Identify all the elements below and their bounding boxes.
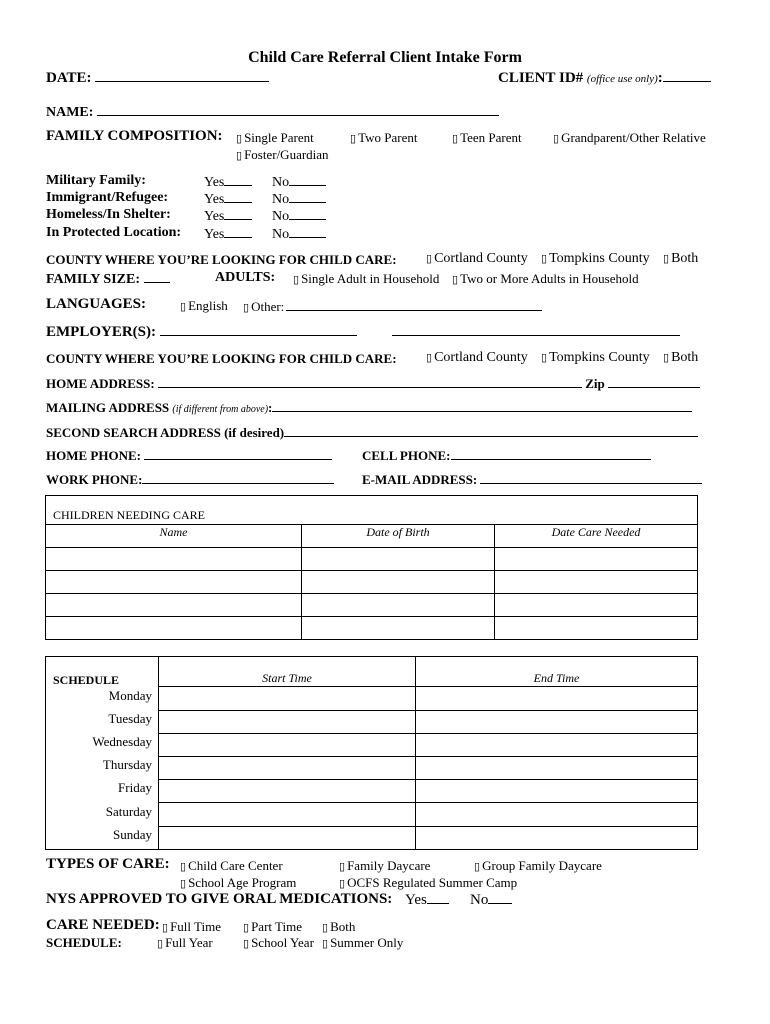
child-dob-cell[interactable]	[302, 594, 495, 617]
schedule-title: SCHEDULE	[53, 673, 120, 687]
county1-tompkins[interactable]: ▯ Tompkins County	[541, 251, 650, 267]
adults-label: ADULTS:	[215, 270, 276, 285]
day-thursday: Thursday	[102, 757, 152, 772]
header-name: Name	[46, 525, 302, 548]
end-time-cell[interactable]	[416, 780, 698, 803]
option-grandparent[interactable]: ▯ Grandparent/Other Relative	[553, 130, 706, 146]
child-date-cell[interactable]	[495, 548, 698, 571]
mailing-address-note: (if different from above)	[172, 404, 269, 415]
medications-no[interactable]: No	[470, 891, 512, 909]
homeless-yes[interactable]: Yes	[204, 207, 252, 225]
home-address-label: HOME ADDRESS:	[46, 376, 155, 391]
home-phone-field[interactable]	[144, 447, 332, 460]
start-time-cell[interactable]	[159, 733, 416, 756]
day-saturday: Saturday	[105, 804, 152, 819]
end-time-cell[interactable]	[416, 710, 698, 733]
care-full-time[interactable]: ▯ Full Time	[162, 919, 221, 935]
child-name-cell[interactable]	[46, 571, 302, 594]
end-time-cell[interactable]	[416, 687, 698, 710]
header-start-time: Start Time	[159, 657, 416, 687]
protected-yes[interactable]: Yes	[204, 225, 252, 243]
day-sunday: Sunday	[113, 827, 152, 842]
end-time-cell[interactable]	[416, 757, 698, 780]
header-dob: Date of Birth	[302, 525, 495, 548]
start-time-cell[interactable]	[159, 803, 416, 826]
care-family-daycare[interactable]: ▯ Family Daycare	[339, 858, 430, 874]
immigrant-no[interactable]: No	[272, 190, 326, 208]
family-composition-label: FAMILY COMPOSITION:	[46, 128, 223, 144]
county2-tompkins[interactable]: ▯ Tompkins County	[541, 350, 650, 366]
schedule-summer-only[interactable]: ▯ Summer Only	[322, 935, 403, 951]
page-title: Child Care Referral Client Intake Form	[248, 49, 522, 66]
child-name-cell[interactable]	[46, 617, 302, 640]
start-time-cell[interactable]	[159, 826, 416, 849]
language-other[interactable]: ▯ Other:	[243, 298, 542, 315]
header-end-time: End Time	[416, 657, 698, 687]
work-phone-field[interactable]	[142, 471, 334, 484]
home-address-field[interactable]	[158, 375, 582, 388]
protected-label: In Protected Location:	[46, 225, 182, 240]
zip-field[interactable]	[608, 375, 700, 388]
name-row	[46, 103, 499, 121]
name-field[interactable]	[97, 103, 499, 116]
care-both[interactable]: ▯ Both	[322, 919, 355, 935]
name-label: NAME:	[46, 105, 94, 120]
option-single-parent[interactable]: ▯ Single Parent	[236, 130, 314, 146]
medications-yes[interactable]: Yes	[405, 891, 449, 909]
military-yes[interactable]: Yes	[204, 173, 252, 191]
day-friday: Friday	[118, 780, 152, 795]
child-date-cell[interactable]	[495, 594, 698, 617]
homeless-no[interactable]: No	[272, 207, 326, 225]
child-dob-cell[interactable]	[302, 571, 495, 594]
mailing-address-row	[46, 399, 692, 416]
care-part-time[interactable]: ▯ Part Time	[243, 919, 302, 935]
client-id-label: CLIENT ID#	[498, 70, 584, 86]
homeless-label: Homeless/In Shelter:	[46, 207, 171, 222]
mailing-address-label: MAILING ADDRESS	[46, 400, 170, 415]
day-wednesday: Wednesday	[92, 734, 152, 749]
option-foster-guardian[interactable]: ▯ Foster/Guardian	[236, 147, 329, 163]
start-time-cell[interactable]	[159, 710, 416, 733]
child-name-cell[interactable]	[46, 594, 302, 617]
email-field[interactable]	[480, 471, 702, 484]
employer-label: EMPLOYER(S):	[46, 324, 156, 340]
date-label: DATE:	[46, 70, 92, 86]
client-id-field[interactable]	[663, 69, 711, 82]
care-needed-label: CARE NEEDED:	[46, 917, 160, 933]
adults-two-or-more[interactable]: ▯ Two or More Adults in Household	[452, 271, 639, 287]
child-date-cell[interactable]	[495, 571, 698, 594]
cell-phone-label: CELL PHONE:	[362, 448, 451, 463]
schedule-school-year[interactable]: ▯ School Year	[243, 935, 314, 951]
table-row	[46, 594, 698, 617]
family-size-field[interactable]	[144, 270, 170, 283]
start-time-cell[interactable]	[159, 687, 416, 710]
county2-cortland[interactable]: ▯ Cortland County	[426, 350, 528, 366]
client-id-colon: :	[657, 70, 663, 86]
immigrant-label: Immigrant/Refugee:	[46, 190, 169, 205]
home-phone-label: HOME PHONE:	[46, 448, 141, 463]
family-size-label: FAMILY SIZE:	[46, 272, 141, 287]
schedule-table	[45, 656, 698, 850]
second-search-row	[46, 424, 698, 441]
employer-row	[46, 323, 357, 341]
children-title: CHILDREN NEEDING CARE	[53, 508, 205, 522]
schedule-needed-label: SCHEDULE:	[46, 935, 122, 950]
client-id-note: (office use only)	[586, 73, 658, 85]
child-dob-cell[interactable]	[302, 617, 495, 640]
mailing-address-field[interactable]	[272, 399, 692, 412]
home-address-row	[46, 375, 700, 392]
care-group-family-daycare[interactable]: ▯ Group Family Daycare	[474, 858, 602, 874]
county2-both[interactable]: ▯ Both	[663, 350, 698, 366]
end-time-cell[interactable]	[416, 826, 698, 849]
family-size-row	[46, 270, 170, 288]
employer-field-1[interactable]	[160, 323, 357, 336]
child-name-cell[interactable]	[46, 548, 302, 571]
day-tuesday: Tuesday	[108, 711, 152, 726]
second-search-label: SECOND SEARCH ADDRESS (if desired)	[46, 425, 285, 440]
day-monday: Monday	[108, 688, 152, 703]
care-child-care-center[interactable]: ▯ Child Care Center	[180, 858, 283, 874]
language-english[interactable]: ▯ English	[180, 298, 228, 314]
end-time-cell[interactable]	[416, 733, 698, 756]
employer-field-2[interactable]	[392, 323, 680, 341]
work-phone-label: WORK PHONE:	[46, 472, 143, 487]
care-summer-camp[interactable]: ▯ OCFS Regulated Summer Camp	[339, 875, 517, 891]
end-time-cell[interactable]	[416, 803, 698, 826]
adults-single[interactable]: ▯ Single Adult in Household	[293, 271, 439, 287]
start-time-cell[interactable]	[159, 757, 416, 780]
county1-cortland[interactable]: ▯ Cortland County	[426, 251, 528, 267]
languages-label: LANGUAGES:	[46, 296, 147, 312]
table-row	[46, 617, 698, 640]
option-two-parent[interactable]: ▯ Two Parent	[350, 130, 417, 146]
children-table	[45, 495, 698, 640]
second-search-field[interactable]	[284, 424, 698, 437]
children-title-cell	[46, 496, 698, 525]
child-date-cell[interactable]	[495, 617, 698, 640]
client-id-row	[498, 69, 711, 87]
email-label: E-MAIL ADDRESS:	[362, 472, 478, 487]
care-school-age-program[interactable]: ▯ School Age Program	[180, 875, 296, 891]
table-row	[46, 571, 698, 594]
types-of-care-label: TYPES OF CARE:	[46, 856, 170, 872]
work-phone-row	[46, 471, 334, 488]
email-row	[362, 471, 702, 488]
medications-label: NYS APPROVED TO GIVE ORAL MEDICATIONS:	[46, 891, 393, 907]
cell-phone-field[interactable]	[451, 447, 651, 460]
protected-no[interactable]: No	[272, 225, 326, 243]
child-dob-cell[interactable]	[302, 548, 495, 571]
county-label-1: COUNTY WHERE YOU’RE LOOKING FOR CHILD CARE:	[46, 252, 397, 267]
start-time-cell[interactable]	[159, 780, 416, 803]
county-label-2: COUNTY WHERE YOU’RE LOOKING FOR CHILD CARE:	[46, 351, 397, 366]
home-phone-row	[46, 447, 332, 464]
cell-phone-row	[362, 447, 651, 464]
county1-both[interactable]: ▯ Both	[663, 251, 698, 267]
mailing-colon: :	[268, 400, 273, 415]
zip-label: Zip	[585, 376, 605, 391]
option-teen-parent[interactable]: ▯ Teen Parent	[452, 130, 522, 146]
military-label: Military Family:	[46, 173, 146, 188]
immigrant-yes[interactable]: Yes	[204, 190, 252, 208]
table-row	[46, 548, 698, 571]
schedule-day-column	[46, 657, 159, 850]
date-field[interactable]	[95, 69, 269, 82]
schedule-full-year[interactable]: ▯ Full Year	[157, 935, 213, 951]
military-no[interactable]: No	[272, 173, 326, 191]
header-date-needed: Date Care Needed	[495, 525, 698, 548]
date-row	[46, 69, 269, 87]
